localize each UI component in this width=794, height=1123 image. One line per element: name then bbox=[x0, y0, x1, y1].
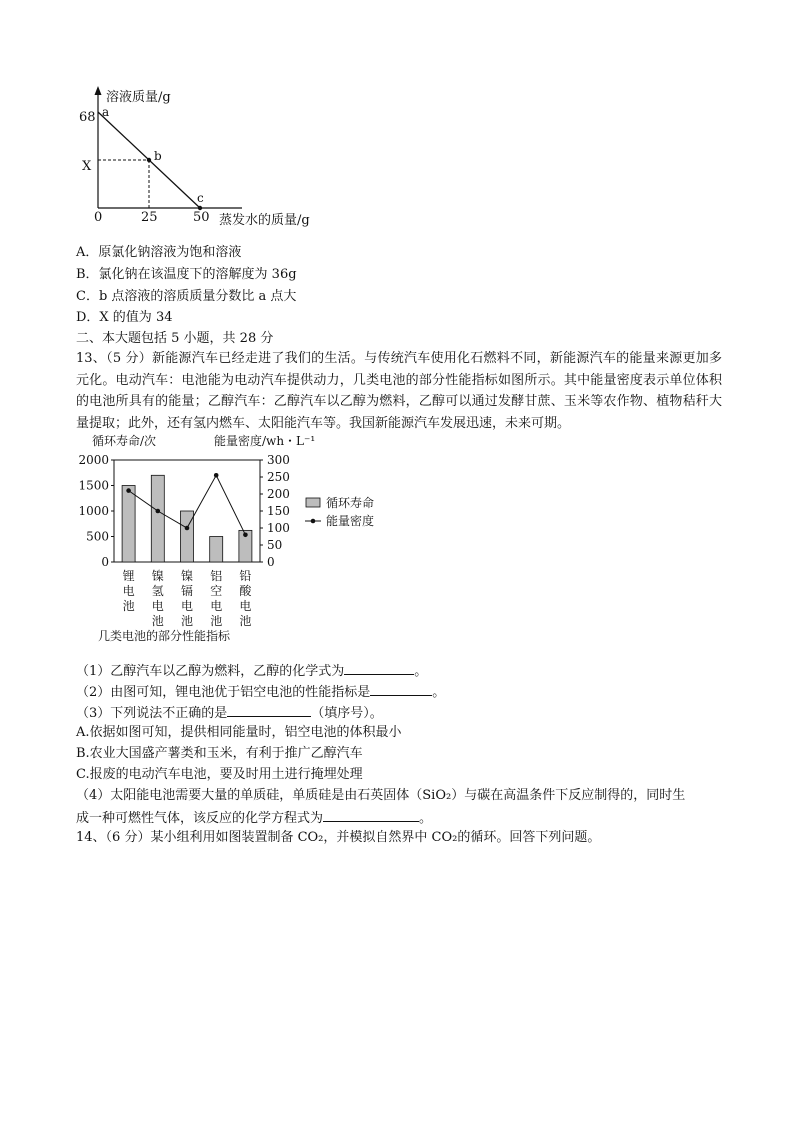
q13-option-c: C.报废的电动汽车电池，要及时用土进行掩埋处理 bbox=[76, 767, 363, 782]
solution-mass-chart bbox=[76, 84, 346, 234]
energy-density-point bbox=[126, 488, 131, 493]
energy-density-point bbox=[156, 509, 161, 514]
q13-sub4-text: 成一种可燃性气体，该反应的化学方程式为 bbox=[76, 811, 324, 826]
right-tick-label: 50 bbox=[267, 538, 283, 552]
cycle-life-bar bbox=[151, 475, 164, 562]
q13-sub4-end: 。 bbox=[419, 811, 433, 826]
legend-line-marker bbox=[311, 519, 316, 524]
q13-sub4-line2 bbox=[76, 808, 432, 828]
x-axis-label: 蒸发水的质量/g bbox=[219, 213, 310, 228]
point-b bbox=[147, 158, 151, 162]
legend-bar-swatch bbox=[306, 498, 320, 507]
cycle-life-bar bbox=[210, 537, 223, 563]
point-c-label: c bbox=[197, 191, 204, 205]
answer-blank-1[interactable] bbox=[344, 661, 414, 675]
energy-density-point bbox=[214, 473, 219, 478]
y-tick-68: 68 bbox=[79, 110, 96, 125]
section-heading: 二、本大题包括 5 小题，共 28 分 bbox=[76, 331, 274, 346]
left-tick-label: 2000 bbox=[78, 453, 109, 467]
q14-stem: 14、（6 分）某小组利用如图装置制备 CO₂，并模拟自然界中 CO₂的循环。回答下列问题。 bbox=[76, 830, 601, 845]
energy-density-point bbox=[243, 533, 248, 538]
option-c: C．b 点溶液的溶质质量分数比 a 点大 bbox=[76, 289, 297, 304]
x-tick-25: 25 bbox=[141, 210, 158, 225]
x-tick-0: 0 bbox=[94, 210, 103, 225]
left-tick-label: 1500 bbox=[78, 478, 109, 493]
category-label: 锂电池 bbox=[122, 569, 135, 613]
q13-stem: 13、（5 分）新能源汽车已经走进了我们的生活。与传统汽车使用化石燃料不同，新能源汽车的能量来源更加多元化。电动汽车：电池能为电动汽车提供动力，几类电池的部分性能指标如图所示。其中能量密度表示单位体积的电池所具有的能量；乙醇汽车：乙醇汽车以乙醇为燃料，乙醇可以通过发酵甘蔗、玉米等农作物、植物秸秆大量提取；此外，还有氢内燃车、太阳能汽车等。我国新能源汽车发展迅速，未来可期。 bbox=[76, 351, 722, 431]
right-tick-label: 0 bbox=[267, 555, 275, 569]
point-a-label: a bbox=[102, 105, 110, 119]
left-tick-label: 0 bbox=[101, 555, 109, 569]
answer-blank-3[interactable] bbox=[227, 703, 311, 717]
chart-caption: 几类电池的部分性能指标 bbox=[98, 629, 231, 643]
q13-sub2 bbox=[76, 682, 445, 702]
legend-line-label: 能量密度 bbox=[326, 514, 375, 528]
x-tick-50: 50 bbox=[193, 210, 210, 225]
right-tick-label: 150 bbox=[267, 504, 290, 518]
option-a: A．原氯化钠溶液为饱和溶液 bbox=[76, 245, 242, 260]
legend-bar-label: 循环寿命 bbox=[326, 496, 375, 510]
answer-blank-4[interactable] bbox=[323, 808, 419, 822]
q13-option-a: A.依据如图可知，提供相同能量时，铝空电池的体积最小 bbox=[76, 725, 402, 740]
q13-sub3-text: （3）下列说法不正确的是 bbox=[76, 706, 228, 721]
right-tick-label: 100 bbox=[267, 521, 290, 535]
left-tick-label: 500 bbox=[86, 529, 109, 544]
right-tick-label: 200 bbox=[267, 487, 290, 501]
answer-blank-2[interactable] bbox=[370, 682, 432, 696]
category-label: 铅酸电池 bbox=[239, 569, 252, 628]
right-tick-label: 250 bbox=[267, 470, 290, 484]
option-d: D．X 的值为 34 bbox=[76, 310, 173, 325]
q13-sub1-end: 。 bbox=[414, 664, 428, 679]
cycle-life-bar bbox=[122, 486, 135, 563]
point-b-label: b bbox=[154, 149, 162, 163]
q13-sub4-line1: （4）太阳能电池需要大量的单质硅，单质硅是由石英固体（SiO₂）与碳在高温条件下反应制得的，同时生 bbox=[76, 788, 686, 803]
right-tick-label: 300 bbox=[267, 453, 290, 467]
q13-option-b: B.农业大国盛产薯类和玉米，有利于推广乙醇汽车 bbox=[76, 746, 363, 761]
option-b: B．氯化钠在该温度下的溶解度为 36g bbox=[76, 267, 297, 282]
category-label: 镍氢电池 bbox=[151, 569, 164, 628]
battery-performance-chart bbox=[76, 430, 416, 652]
y-axis-label: 溶液质量/g bbox=[106, 90, 171, 105]
y-tick-x: X bbox=[82, 159, 92, 174]
energy-density-point bbox=[185, 526, 190, 531]
q13-sub3 bbox=[76, 703, 383, 723]
right-axis-label: 能量密度/wh・L⁻¹ bbox=[214, 434, 316, 448]
q13-sub2-end: 。 bbox=[432, 685, 446, 700]
category-label: 镍镉电池 bbox=[180, 569, 194, 628]
y-axis-arrow bbox=[95, 86, 102, 95]
q13-sub2-text: （2）由图可知，锂电池优于铝空电池的性能指标是 bbox=[76, 685, 371, 700]
q13-sub1 bbox=[76, 661, 427, 681]
q13-sub1-text: （1）乙醇汽车以乙醇为燃料，乙醇的化学式为 bbox=[76, 664, 345, 679]
left-axis-label: 循环寿命/次 bbox=[92, 434, 157, 448]
category-label: 铝空电池 bbox=[210, 569, 223, 628]
cycle-life-bar bbox=[181, 511, 194, 562]
q13-sub3-end: （填序号）。 bbox=[311, 706, 383, 721]
left-tick-label: 1000 bbox=[78, 504, 109, 518]
